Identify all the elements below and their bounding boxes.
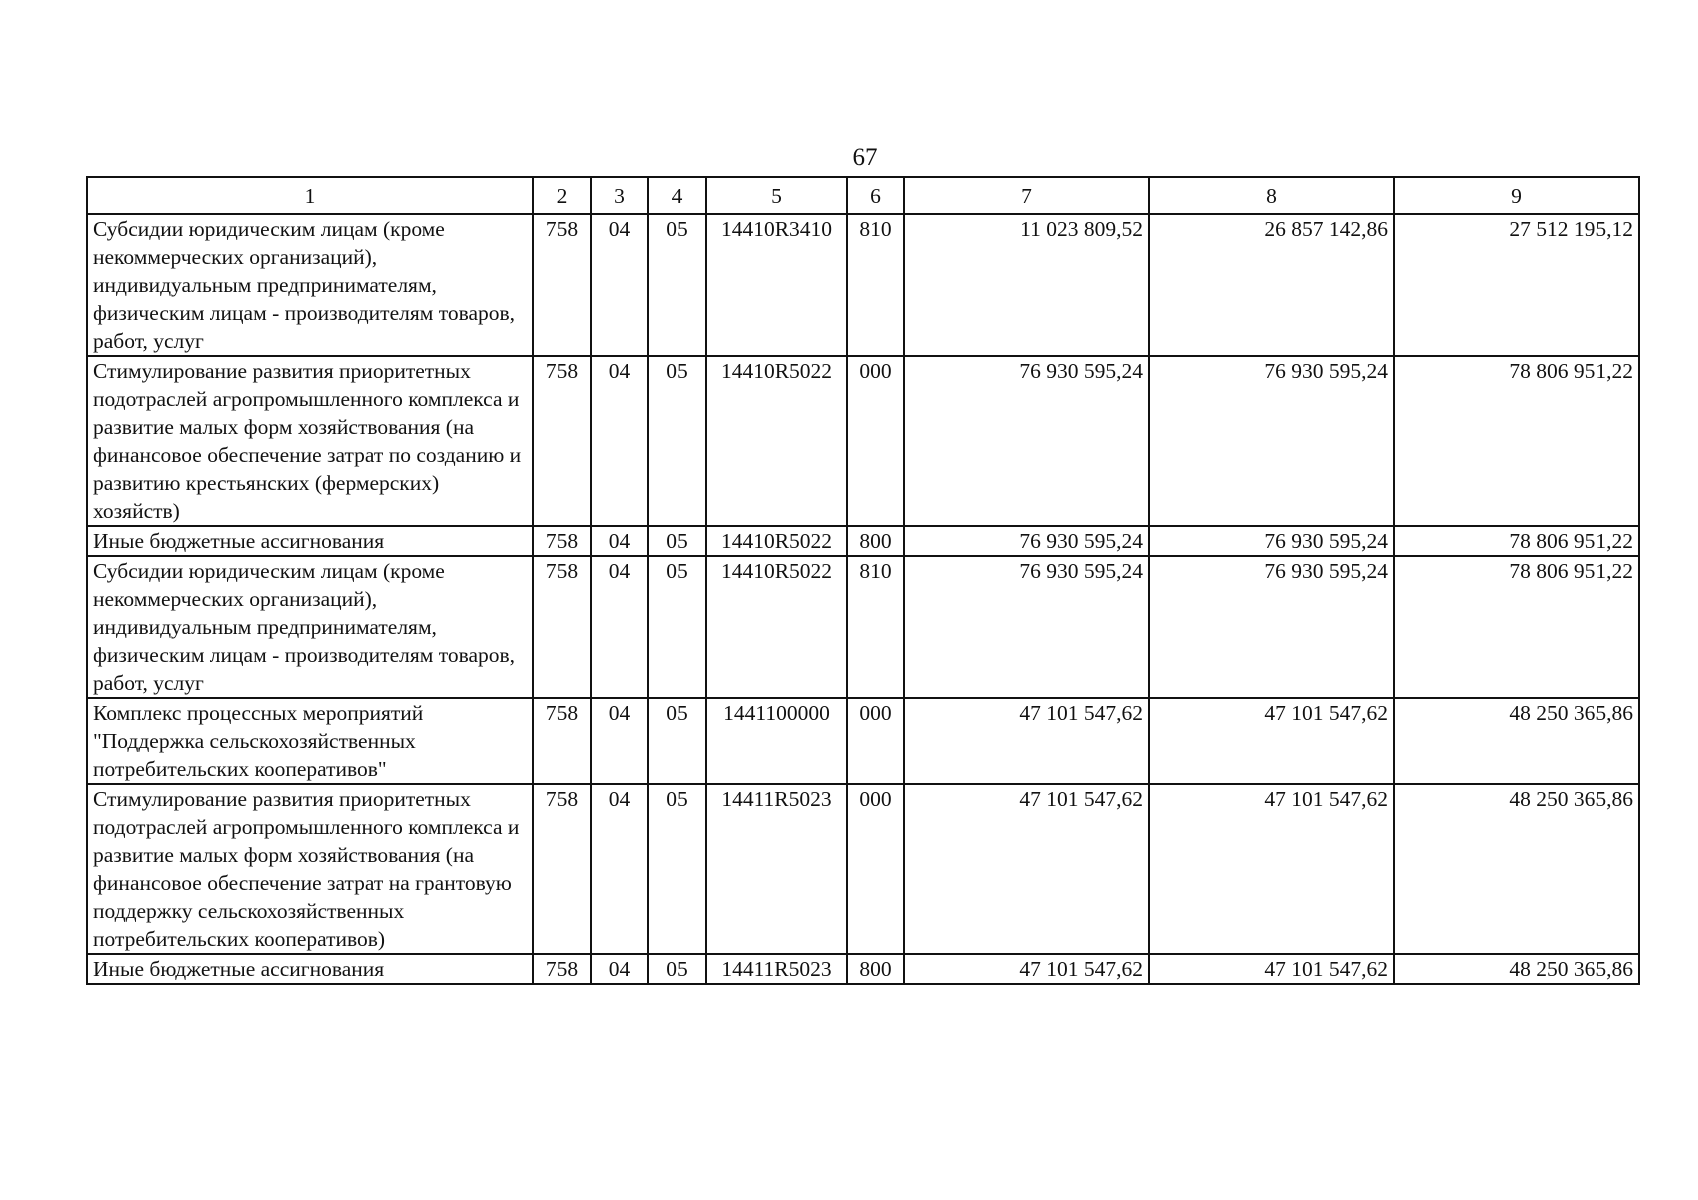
page-number: 67 [852,144,878,171]
ministry-code: 758 [533,526,591,556]
section-code: 04 [591,954,648,984]
row-name: Комплекс процессных мероприятий "Поддержка сельскохозяйственных потребительских кооперативов" [87,698,533,784]
amount-col9: 78 806 951,22 [1394,556,1639,698]
column-header: 3 [591,177,648,214]
section-code: 04 [591,526,648,556]
target-article-code: 1441100000 [706,698,847,784]
ministry-code: 758 [533,698,591,784]
amount-col7: 76 930 595,24 [904,526,1149,556]
section-code: 04 [591,356,648,526]
amount-col9: 27 512 195,12 [1394,214,1639,356]
amount-col7: 47 101 547,62 [904,784,1149,954]
amount-col8: 47 101 547,62 [1149,784,1394,954]
expense-type-code: 000 [847,356,904,526]
amount-col9: 48 250 365,86 [1394,698,1639,784]
table-row [87,526,1639,556]
column-number-row [87,177,1639,214]
budget-table [86,176,1640,985]
column-header: 9 [1394,177,1639,214]
subsection-code: 05 [648,698,706,784]
subsection-code: 05 [648,954,706,984]
target-article-code: 14410R5022 [706,556,847,698]
ministry-code: 758 [533,214,591,356]
amount-col7: 11 023 809,52 [904,214,1149,356]
amount-col7: 76 930 595,24 [904,556,1149,698]
subsection-code: 05 [648,214,706,356]
section-code: 04 [591,784,648,954]
row-name: Субсидии юридическим лицам (кроме некоммерческих организаций), индивидуальным предпринимателям, физическим лицам - производителям товаров, работ, услуг [87,556,533,698]
table-row [87,214,1639,356]
row-name: Иные бюджетные ассигнования [87,954,533,984]
column-header: 1 [87,177,533,214]
amount-col8: 26 857 142,86 [1149,214,1394,356]
amount-col8: 47 101 547,62 [1149,698,1394,784]
target-article-code: 14411R5023 [706,954,847,984]
column-header: 8 [1149,177,1394,214]
ministry-code: 758 [533,954,591,984]
amount-col8: 47 101 547,62 [1149,954,1394,984]
expense-type-code: 000 [847,698,904,784]
subsection-code: 05 [648,556,706,698]
expense-type-code: 800 [847,526,904,556]
amount-col9: 78 806 951,22 [1394,526,1639,556]
ministry-code: 758 [533,784,591,954]
expense-type-code: 800 [847,954,904,984]
subsection-code: 05 [648,784,706,954]
expense-type-code: 810 [847,214,904,356]
table-row [87,784,1639,954]
row-name: Стимулирование развития приоритетных подотраслей агропромышленного комплекса и развитие малых форм хозяйствования (на финансовое обеспечение затрат по созданию и развитию крестьянских (фермерских) хозяйств) [87,356,533,526]
target-article-code: 14410R5022 [706,526,847,556]
target-article-code: 14411R5023 [706,784,847,954]
table-row [87,954,1639,984]
section-code: 04 [591,556,648,698]
amount-col7: 47 101 547,62 [904,954,1149,984]
row-name: Иные бюджетные ассигнования [87,526,533,556]
amount-col7: 47 101 547,62 [904,698,1149,784]
column-header: 6 [847,177,904,214]
target-article-code: 14410R5022 [706,356,847,526]
amount-col9: 78 806 951,22 [1394,356,1639,526]
amount-col8: 76 930 595,24 [1149,526,1394,556]
table-row [87,698,1639,784]
row-name: Стимулирование развития приоритетных подотраслей агропромышленного комплекса и развитие малых форм хозяйствования (на финансовое обеспечение затрат на грантовую поддержку сельскохозяйственных потребительских кооперативов) [87,784,533,954]
table-row [87,356,1639,526]
expense-type-code: 000 [847,784,904,954]
column-header: 7 [904,177,1149,214]
expense-type-code: 810 [847,556,904,698]
column-header: 4 [648,177,706,214]
amount-col7: 76 930 595,24 [904,356,1149,526]
table-row [87,556,1639,698]
column-header: 2 [533,177,591,214]
subsection-code: 05 [648,356,706,526]
amount-col9: 48 250 365,86 [1394,784,1639,954]
amount-col8: 76 930 595,24 [1149,356,1394,526]
amount-col8: 76 930 595,24 [1149,556,1394,698]
section-code: 04 [591,214,648,356]
subsection-code: 05 [648,526,706,556]
amount-col9: 48 250 365,86 [1394,954,1639,984]
section-code: 04 [591,698,648,784]
ministry-code: 758 [533,356,591,526]
row-name: Субсидии юридическим лицам (кроме некоммерческих организаций), индивидуальным предпринимателям, физическим лицам - производителям товаров, работ, услуг [87,214,533,356]
column-header: 5 [706,177,847,214]
target-article-code: 14410R3410 [706,214,847,356]
ministry-code: 758 [533,556,591,698]
